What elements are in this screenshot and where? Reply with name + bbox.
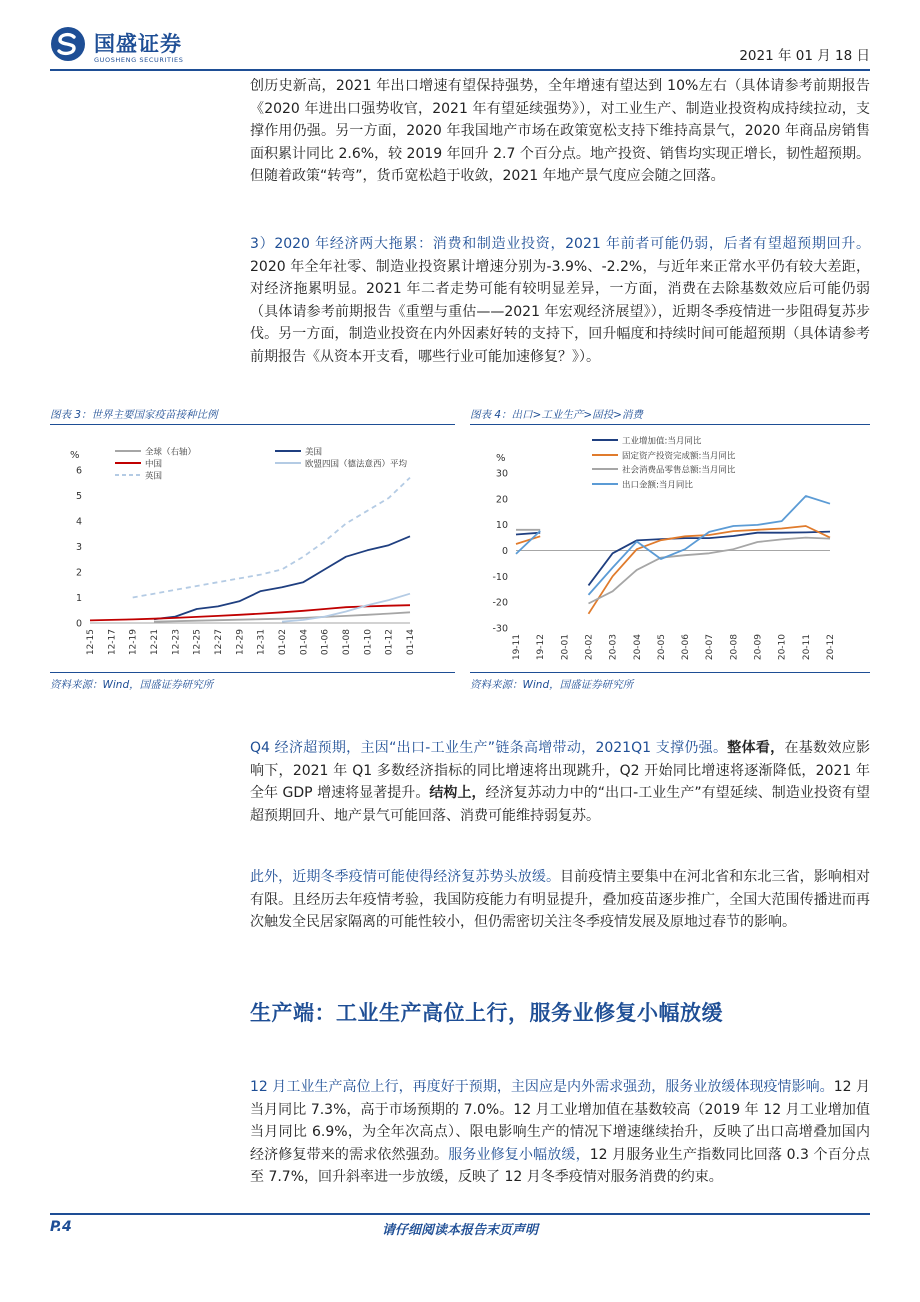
legend-label: 欧盟四国（德法意西）平均 [305, 459, 408, 470]
figure-4-top-rule [470, 424, 870, 425]
paragraph-body-text: 12 月服务业生产指数同比回落 0.3 个百分点至 7.7%，回升斜率进一步放缓，反映了 12 月冬季疫情对服务消费的约束。 [250, 1146, 870, 1186]
y-tick-label: 10 [495, 520, 508, 532]
figure-3-title: 图表 3：世界主要国家疫苗接种比例 [50, 409, 218, 421]
report-date: 2021 年 01 月 18 日 [739, 48, 870, 64]
paragraph-bold-phrase: 结构上， [429, 785, 486, 802]
x-tick-label: 19-12 [536, 634, 547, 661]
x-tick-label: 12-23 [171, 629, 182, 656]
x-tick-label: 20-01 [560, 634, 571, 661]
figure-3-top-rule [50, 424, 455, 425]
footer-disclaimer: 请仔细阅读本报告末页声明 [381, 1223, 538, 1238]
y-tick-label: -20 [492, 597, 508, 609]
paragraph-body-text: 经济复苏动力中的“出口-工业生产”有望延续、制造业投资有望超预期回升、地产景气可能回落、消费可能维持弱复苏。 [250, 785, 870, 824]
legend-label: 工业增加值:当月同比 [622, 436, 702, 447]
paragraph-body-text: 目前疫情主要集中在河北省和东北三省，影响相对有限。且经历去年疫情考验，我国防疫能力有明显提升，叠加疫苗逐步推广，全国大范围传播进而再次触发全民居家隔离的可能性较小，但仍需密切关注冬季疫情发展及原地过春节的影响。 [250, 869, 870, 931]
x-tick-label: 12-31 [256, 629, 267, 656]
paragraph-body-text: 在基数效应影响下，2021 年 Q1 多数经济指标的同比增速将出现跳升，Q2 开始同比增速将逐渐降低，2021 年全年 GDP 增速将显著提升。 [250, 740, 871, 802]
paragraph-body-text: 12 月当月同比 7.3%，高于市场预期的 7.0%。12 月工业增加值在基数较高（2019 年 12 月工业增加值当月同比 6.9%，为全年次高点）、限电影响生产的情况下增速继续抬升，反映了出口高增叠加国内经济修复带来的需求依然强劲。 [250, 1079, 871, 1163]
y-tick-label: 20 [495, 494, 508, 506]
y-tick-label: 3 [75, 542, 82, 553]
paragraph-lead-highlight: 此外，近期冬季疫情可能使得经济复苏势头放缓。 [250, 869, 561, 885]
page-header [50, 22, 870, 68]
x-tick-label: 01-10 [363, 629, 374, 656]
x-tick-label: 01-06 [320, 629, 331, 656]
section-title: 生产端：工业生产高位上行，服务业修复小幅放缓 [250, 1001, 723, 1025]
company-subtitle: GUOSHENG SECURITIES [94, 56, 184, 64]
paragraph-body-text: 2020 年全年社零、制造业投资累计增速分别为-3.9%、-2.2%，与近年来正常水平仍有较大差距，对经济拖累明显。2021 年二者走势可能有较明显差异，一方面，消费在去除基数效应后可能仍弱（具体请参考前期报告《重塑与重估——2021 年宏观经济展望》），近期冬季疫情进一步阻碍复苏步伐。另一方面，制造业投资在内外因素好转的支持下，回升幅度和持续时间可能超预期（具体请参考前期报告《从资本开支看，哪些行业可能加速修复？》）。 [250, 258, 870, 365]
paragraph-bold-phrase: 整体看， [727, 740, 785, 756]
y-tick-label: 5 [75, 491, 82, 502]
y-axis-unit-label: % [496, 453, 506, 464]
x-tick-label: 20-02 [584, 634, 595, 661]
x-tick-label: 20-04 [632, 634, 643, 661]
y-tick-label: 1 [75, 593, 82, 604]
x-tick-label: 19-11 [512, 634, 522, 661]
legend-label: 出口金额:当月同比 [622, 480, 693, 491]
page-number: P.4 [50, 1219, 72, 1235]
legend-label: 社会消费品零售总额:当月同比 [622, 465, 736, 476]
x-tick-label: 12-25 [192, 629, 203, 656]
x-tick-label: 12-29 [235, 629, 246, 656]
figure-3-source: 资料来源：Wind，国盛证券研究所 [50, 679, 214, 691]
legend-label: 英国 [145, 471, 163, 482]
x-tick-label: 20-05 [656, 634, 667, 661]
x-tick-label: 12-15 [86, 629, 96, 656]
x-tick-label: 20-10 [777, 634, 788, 661]
company-logo-icon [50, 26, 86, 62]
x-tick-label: 20-06 [681, 634, 692, 661]
economic-indicators-chart [470, 428, 870, 668]
paragraph-industrial-production [250, 1076, 870, 1189]
series-line [516, 496, 830, 595]
x-tick-label: 01-12 [384, 629, 395, 656]
x-tick-label: 20-11 [801, 634, 812, 661]
y-tick-label: 6 [75, 465, 82, 477]
legend-label: 中国 [145, 459, 163, 470]
x-tick-label: 01-04 [299, 629, 310, 656]
y-tick-label: 2 [75, 567, 82, 579]
legend-label: 固定资产投资完成额:当月同比 [622, 451, 736, 462]
figure-4-source: 资料来源：Wind，国盛证券研究所 [470, 679, 634, 691]
paragraph-q4-outlook [250, 737, 870, 827]
y-tick-label: 4 [75, 516, 82, 528]
paragraph-consumption-investment [250, 233, 870, 369]
x-tick-label: 20-12 [826, 634, 836, 661]
x-tick-label: 12-19 [128, 629, 139, 656]
figure-4-title: 图表 4：出口>工业生产>固投>消费 [470, 409, 643, 421]
x-tick-label: 20-07 [705, 634, 716, 661]
y-axis-unit-label: % [70, 450, 80, 461]
paragraph-lead-highlight: 12 月工业生产高位上行，再度好于预期，主因应是内外需求强劲，服务业放缓体现疫情影响。 [250, 1079, 834, 1095]
y-tick-label: 0 [75, 618, 82, 630]
x-tick-label: 20-08 [729, 634, 740, 661]
y-tick-label: 0 [501, 546, 508, 557]
paragraph-export-property: 创历史新高，2021 年出口增速有望保持强势，全年增速有望达到 10%左右（具体请参考前期报告《2020 年进出口强势收官，2021 年有望延续强势》），对工业生产、制造业投资构成持续拉动，支撑作用仍强。另一方面，2020 年我国地产市场在政策宽松支持下维持高景气，2020 年商品房销售面积累计同比 2.6%，较 2019 年回升 2.7 个百分点。地产投资、销售均实现正增长，韧性超预期。但随着政策“转弯”，货币宽松趋于收敛，2021 年地产景气度应会随之回落。 [250, 78, 870, 185]
y-tick-label: -10 [492, 571, 508, 583]
x-tick-label: 20-09 [753, 634, 764, 661]
series-line [516, 530, 830, 604]
company-name: 国盛证券 [94, 32, 182, 56]
paragraph-lead-highlight: 3）2020 年经济两大拖累：消费和制造业投资，2021 年前者可能仍弱，后者有望超预期回升。 [250, 236, 870, 252]
series-line [133, 478, 410, 598]
x-tick-label: 12-27 [214, 629, 224, 656]
x-tick-label: 01-08 [342, 629, 352, 656]
x-tick-label: 20-03 [608, 634, 619, 661]
x-tick-label: 12-21 [150, 629, 160, 656]
y-tick-label: -30 [492, 623, 508, 635]
vaccination-rate-chart [50, 428, 455, 668]
figure-4-bottom-rule [470, 672, 870, 673]
y-tick-label: 30 [495, 468, 508, 480]
x-tick-label: 01-14 [406, 629, 416, 656]
legend-label: 全球（右轴） [145, 447, 197, 458]
paragraph-winter-epidemic [250, 866, 870, 934]
x-tick-label: 01-02 [278, 629, 288, 656]
figure-3-bottom-rule [50, 672, 455, 673]
paragraph-lead-highlight: Q4 经济超预期，主因“出口-工业生产”链条高增带动，2021Q1 支撑仍强。 [250, 740, 728, 756]
header-divider [50, 69, 870, 71]
paragraph-highlight-phrase: 服务业修复小幅放缓， [448, 1146, 590, 1163]
x-tick-label: 12-17 [107, 629, 118, 656]
footer-divider [50, 1213, 870, 1215]
legend-label: 美国 [305, 447, 323, 458]
